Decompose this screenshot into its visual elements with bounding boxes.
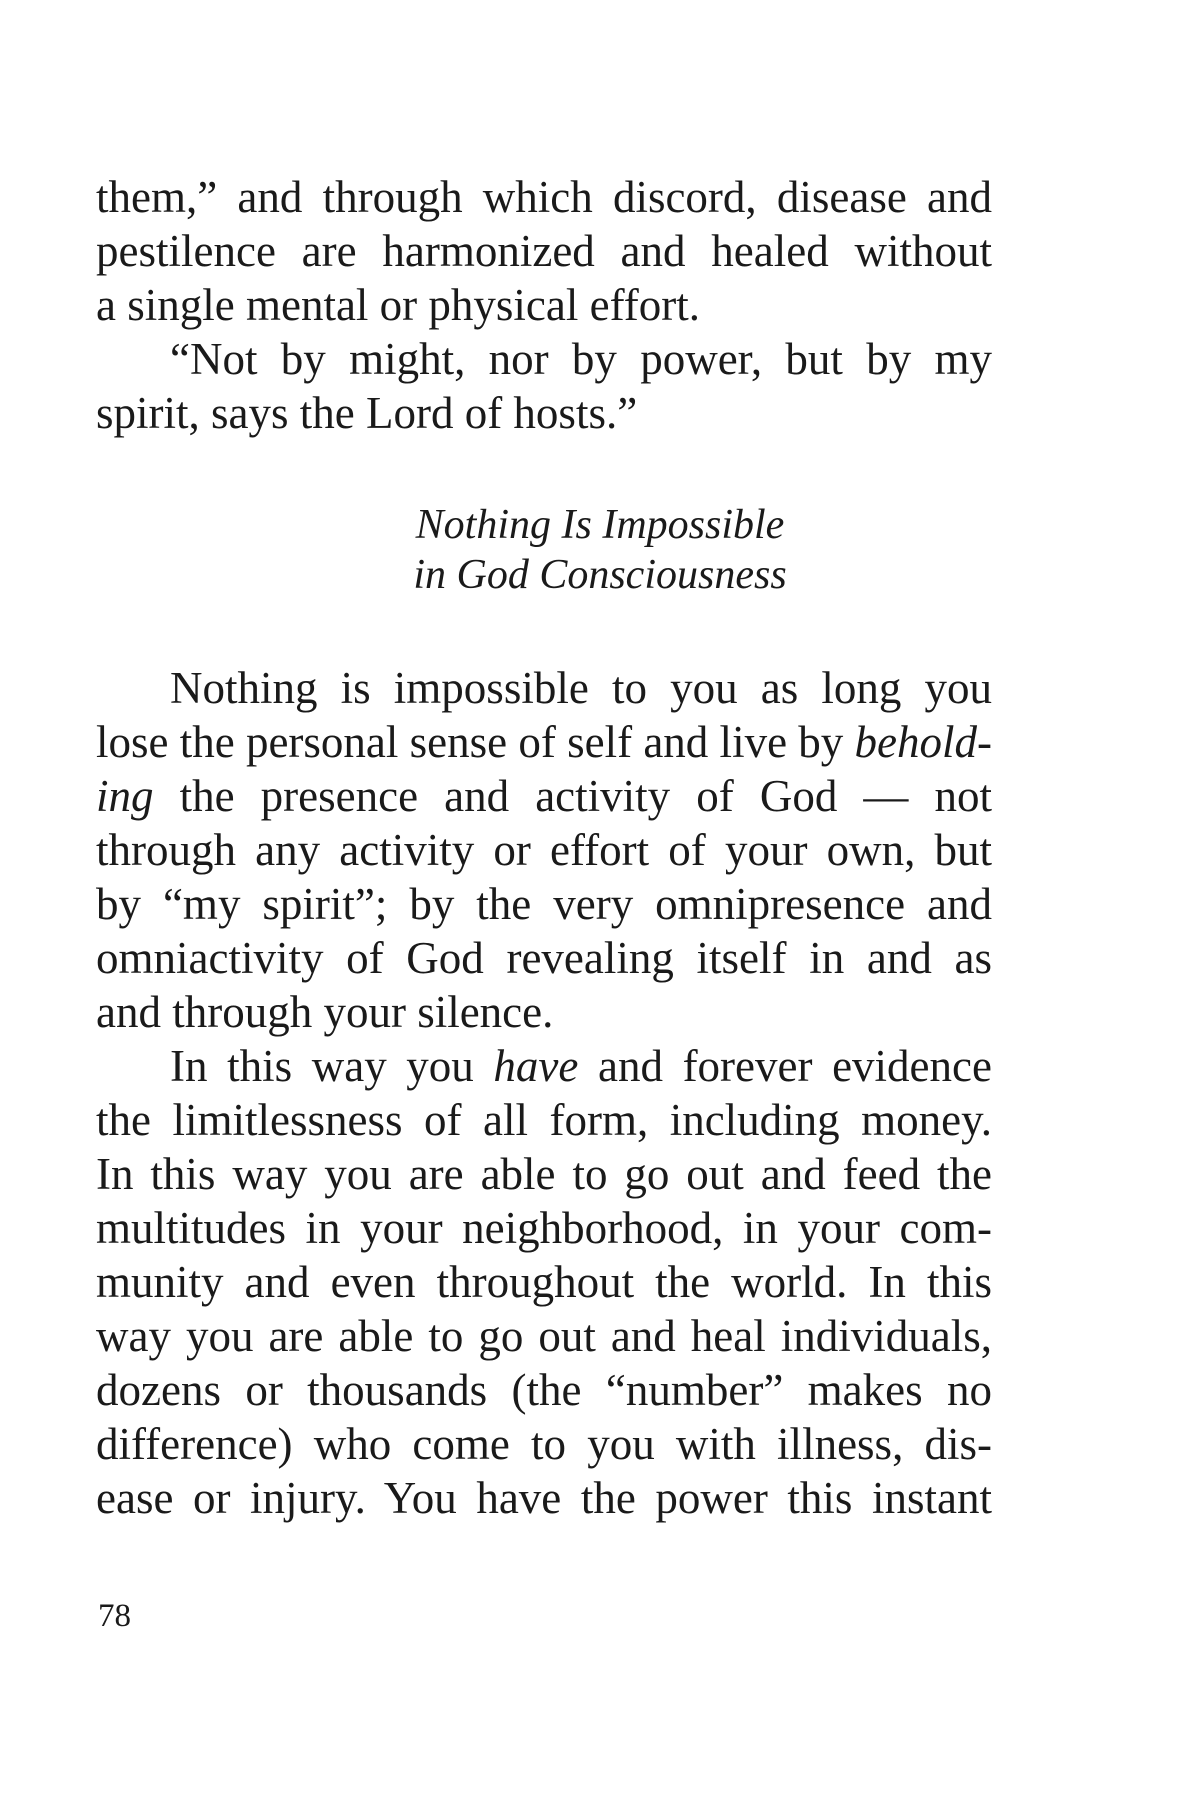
text-line: way you are able to go out and heal individuals, [96, 1311, 992, 1361]
text-line [96, 769, 992, 823]
text-line: the limitlessness of all form, including money. [96, 1095, 992, 1145]
body-text [96, 661, 992, 1525]
heading-line-2: in God Consciousness [413, 552, 787, 598]
text-line: dozens or thousands (the “number” makes no [96, 1365, 992, 1415]
section-heading [0, 500, 1200, 600]
text-line: omniactivity of God revealing itself in and as [96, 933, 992, 983]
text-run: the presence and activity of God — not [153, 771, 992, 821]
text-run: and forever evidence [578, 1041, 992, 1091]
text-line: through any activity or effort of your own, but [96, 825, 992, 875]
text-run: In this way you [170, 1041, 494, 1091]
text-line: pestilence are harmonized and healed without [96, 226, 992, 276]
quote-line: “Not by might, nor by power, but by my [170, 334, 992, 384]
text-line: Nothing is impossible to you as long you [170, 663, 992, 713]
opening-text [96, 170, 992, 440]
heading-line-1: Nothing Is Impossible [415, 502, 785, 548]
italic-run: ing [96, 771, 154, 821]
text-line: by “my spirit”; by the very omnipresence and [96, 879, 992, 929]
quote-line: spirit, says the Lord of hosts.” [96, 388, 638, 438]
text-line: them,” and through which discord, disease and [96, 172, 992, 222]
text-line [96, 715, 992, 769]
italic-run: behold- [854, 717, 993, 767]
text-line: multitudes in your neighborhood, in your com- [96, 1203, 992, 1253]
italic-run: have [493, 1041, 579, 1091]
text-line: In this way you are able to go out and feed the [96, 1149, 992, 1199]
text-line: a single mental or physical effort. [96, 280, 700, 330]
text-run: lose the personal sense of self and live by [96, 717, 855, 767]
text-line: difference) who come to you with illness, dis- [96, 1419, 992, 1469]
text-line [96, 1039, 992, 1093]
text-line: and through your silence. [96, 987, 554, 1037]
text-line: ease or injury. You have the power this instant [96, 1473, 992, 1523]
page-number: 78 [98, 1598, 131, 1634]
text-line: munity and even throughout the world. In this [96, 1257, 992, 1307]
